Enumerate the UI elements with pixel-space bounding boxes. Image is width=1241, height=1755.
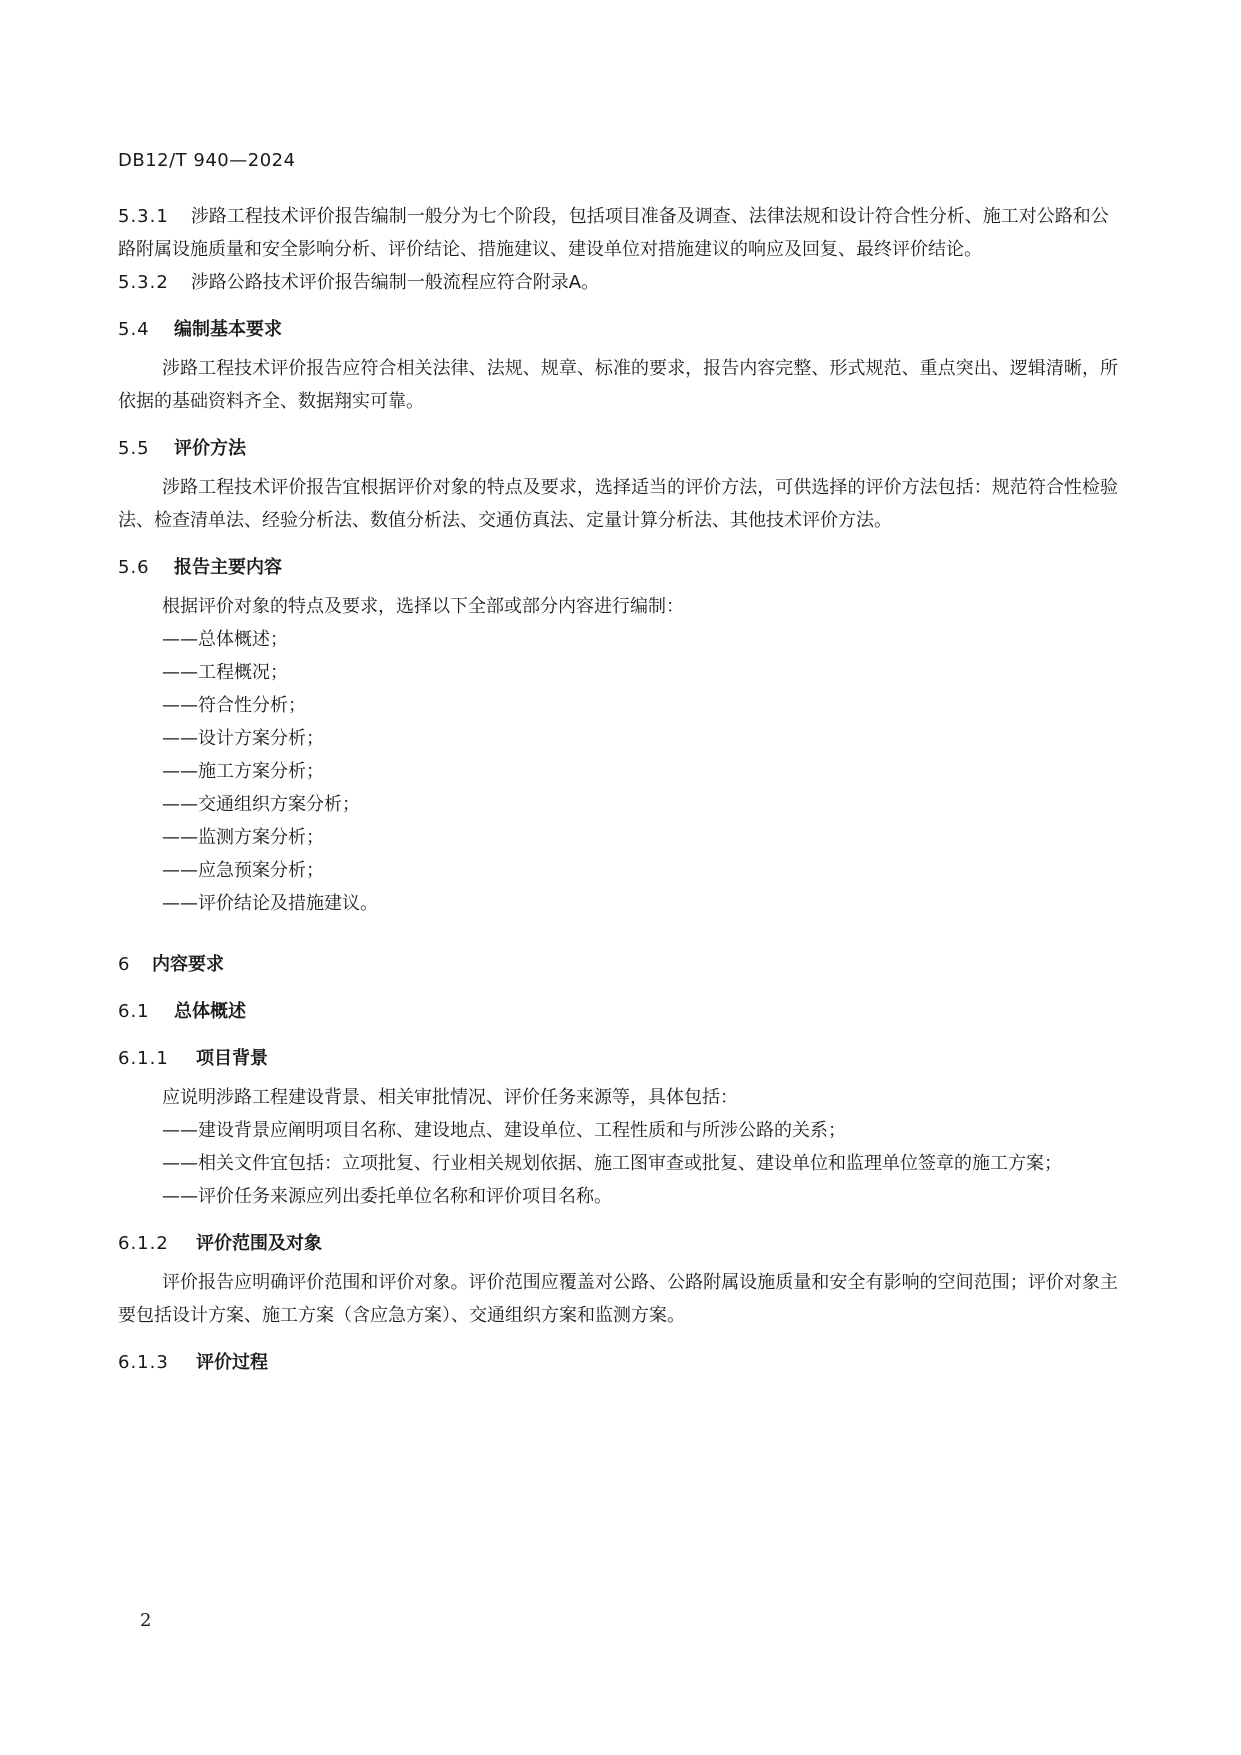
section-number: 6: [118, 954, 131, 975]
clause-number: 5.3.2: [118, 272, 169, 293]
list-item: ——设计方案分析；: [162, 728, 324, 749]
section-title: 项目背景: [196, 1048, 268, 1069]
heading-6: [118, 948, 1118, 981]
heading-6-1: [118, 995, 1118, 1028]
section-number: 6.1.3: [118, 1352, 169, 1373]
paragraph-5-4: 涉路工程技术评价报告应符合相关法律、法规、规章、标准的要求，报告内容完整、形式规范、重点突出、逻辑清晰，所依据的基础资料齐全、数据翔实可靠。: [118, 358, 1118, 412]
heading-6-1-2: [118, 1227, 1118, 1260]
section-title: 编制基本要求: [174, 319, 282, 340]
heading-6-1-1: [118, 1042, 1118, 1075]
section-title: 总体概述: [174, 1001, 246, 1022]
list-item: ——工程概况；: [162, 662, 288, 683]
list-item: ——总体概述；: [162, 629, 288, 650]
list-item: ——符合性分析；: [162, 695, 306, 716]
clause-5-3-1: [118, 200, 1118, 266]
section-title: 内容要求: [152, 954, 224, 975]
list-item: ——交通组织方案分析；: [162, 794, 360, 815]
list-item: ——建设背景应阐明项目名称、建设地点、建设单位、工程性质和与所涉公路的关系；: [162, 1120, 846, 1141]
heading-5-5: [118, 432, 1118, 465]
clause-text: 涉路公路技术评价报告编制一般流程应符合附录A。: [190, 272, 600, 293]
content-list: [118, 623, 1118, 920]
section-title: 报告主要内容: [174, 557, 282, 578]
heading-6-1-3: [118, 1346, 1118, 1379]
paragraph-6-1-1-intro: 应说明涉路工程建设背景、相关审批情况、评价任务来源等，具体包括：: [162, 1087, 738, 1108]
section-number: 5.5: [118, 438, 150, 459]
clause-5-3-2: [118, 266, 1118, 299]
section-title: 评价范围及对象: [196, 1233, 322, 1254]
section-number: 6.1: [118, 1001, 150, 1022]
clause-number: 5.3.1: [118, 206, 169, 227]
section-number: 6.1.2: [118, 1233, 169, 1254]
heading-5-6: [118, 551, 1118, 584]
heading-5-4: [118, 313, 1118, 346]
page-number: 2: [140, 1610, 152, 1631]
background-list: [118, 1114, 1118, 1213]
list-item: ——监测方案分析；: [162, 827, 324, 848]
list-item: ——施工方案分析；: [162, 761, 324, 782]
paragraph-5-6-intro: 根据评价对象的特点及要求，选择以下全部或部分内容进行编制：: [162, 596, 684, 617]
paragraph-5-5: 涉路工程技术评价报告宜根据评价对象的特点及要求，选择适当的评价方法，可供选择的评价方法包括：规范符合性检验法、检查清单法、经验分析法、数值分析法、交通仿真法、定量计算分析法、其他技术评价方法。: [118, 477, 1118, 531]
document-body: [118, 200, 1118, 1385]
section-number: 5.4: [118, 319, 150, 340]
list-item: ——应急预案分析；: [162, 860, 324, 881]
section-title: 评价方法: [174, 438, 246, 459]
document-code: DB12/T 940—2024: [118, 150, 296, 171]
section-number: 5.6: [118, 557, 150, 578]
list-item: ——相关文件宜包括：立项批复、行业相关规划依据、施工图审查或批复、建设单位和监理单位签章的施工方案；: [162, 1153, 1062, 1174]
clause-text: 涉路工程技术评价报告编制一般分为七个阶段，包括项目准备及调查、法律法规和设计符合性分析、施工对公路和公路附属设施质量和安全影响分析、评价结论、措施建议、建设单位对措施建议的响应及回复、最终评价结论。: [118, 206, 1109, 260]
list-item: ——评价任务来源应列出委托单位名称和评价项目名称。: [162, 1186, 612, 1207]
section-number: 6.1.1: [118, 1048, 169, 1069]
paragraph-6-1-2: 评价报告应明确评价范围和评价对象。评价范围应覆盖对公路、公路附属设施质量和安全有影响的空间范围；评价对象主要包括设计方案、施工方案（含应急方案）、交通组织方案和监测方案。: [118, 1272, 1118, 1326]
list-item: ——评价结论及措施建议。: [162, 893, 378, 914]
section-title: 评价过程: [196, 1352, 268, 1373]
